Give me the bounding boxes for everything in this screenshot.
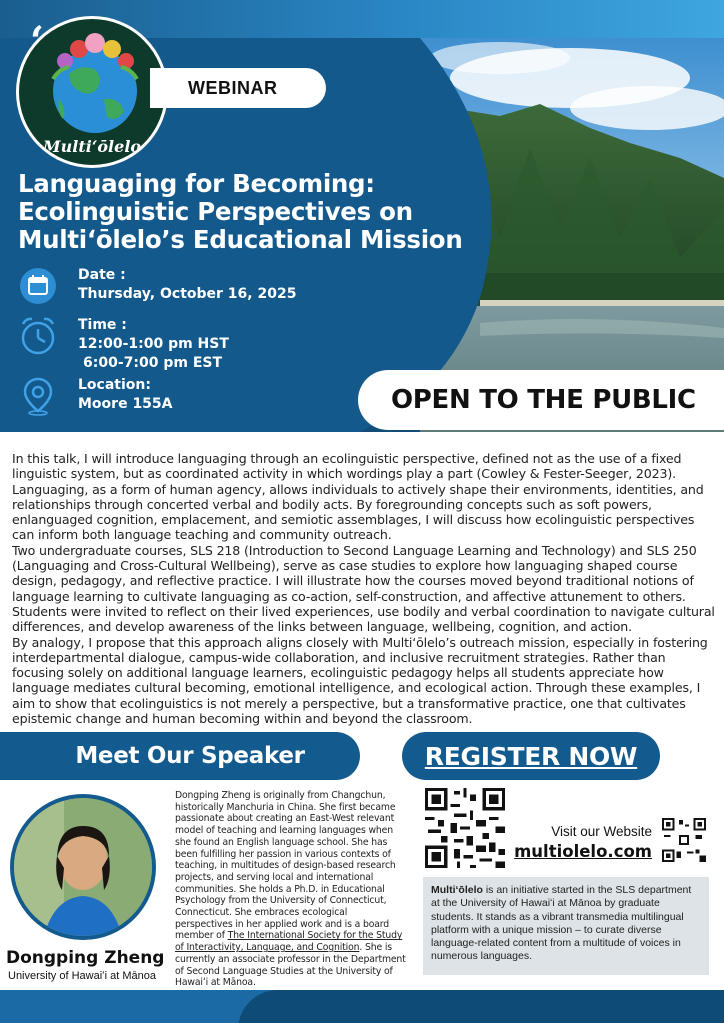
event-title: Languaging for Becoming: Ecolinguistic Perspectives on Multiʻōlelo’s Educational Mission [18, 169, 463, 254]
abstract-paragraph: Two undergraduate courses, SLS 218 (Introduction to Second Language Learning and Technology) and SLS 250 (Languaging and Cross-Cultural Wellbeing), serve as case studies to explore how languaging shaped course design, pedagogy, and reflective practice. I will illustrate how the courses moved beyond traditional notions of language learning to cultivate languaging as co-action, self-construction, and affective attunement to others. Students were invited to reflect on their lived experiences, use bodily and verbal coordination to navigate cultural differences, and develop awareness of the links between language, wellbeing, cognition, and action. [12, 542, 715, 635]
bio-text-end: . She is currently an associate professor in the Department of Second Language Studies at the University of Hawaiʻi at Mānoa. [175, 942, 406, 989]
logo-wordmark: Multiʻōlelo [42, 137, 142, 156]
location-row [18, 376, 173, 416]
abstract-text [12, 451, 716, 726]
time-est: 6:00-7:00 pm EST [83, 355, 223, 371]
footer-curve [238, 990, 724, 1023]
speaker-name: Dongping Zheng [6, 948, 165, 968]
date-row [18, 266, 296, 306]
speaker-bio [175, 790, 407, 989]
abstract-paragraph: By analogy, I propose that this approach aligns closely with Multiʻōlelo’s outreach mission, especially in fostering interdepartmental dialogue, campus-wide collaboration, and inclusive recruitment strategies. Rather than focusing solely on additional language learners, ecolinguistic pedagogy helps all students appreciate how language mediates cultural becoming, emotional intelligence, and ecological action. Through these examples, I aim to show that ecolinguistics is not merely a perspective, but a transformative practice, one that cultivates epistemic change and human becoming within and beyond the classroom. [12, 634, 708, 727]
about-multiolelo-box [423, 877, 709, 975]
speaker-affiliation: University of Hawaiʻi at Mānoa [8, 970, 156, 982]
open-to-public-badge: OPEN TO THE PUBLIC [358, 370, 724, 430]
register-now-button[interactable]: REGISTER NOW [402, 732, 660, 780]
time-hst: 12:00-1:00 pm HST [78, 336, 229, 352]
location-label: Location: [78, 377, 151, 393]
footer-band [0, 990, 724, 1023]
qr-code-icon[interactable] [425, 788, 505, 868]
location-pin-icon [18, 376, 58, 416]
about-brand: Multiʻōlelo [431, 884, 483, 896]
calendar-icon [18, 266, 58, 306]
quote-mark: ‘ [30, 18, 44, 65]
visit-website-label: Visit our Website [551, 824, 652, 839]
hero-section [0, 0, 724, 432]
qr-code-icon[interactable] [662, 818, 706, 862]
time-label: Time : [78, 317, 127, 333]
bio-text: Dongping Zheng is originally from Changchun, historically Manchuria in China. She first became passionate about creating an East-West relevant model of teaching and learning languages when she found an English language school. She has been fulfilling her passion in various contexts of teaching, in multitudes of design-based research projects, and serving local and international communities. She holds a Ph.D. in Educational Psychology from the University of Connecticut, Connecticut. She embraces ecological perspectives in her applied work and is a board member of [175, 790, 396, 942]
speaker-photo [10, 794, 156, 940]
webinar-badge: WEBINAR [150, 68, 326, 108]
location-value: Moore 155A [78, 396, 173, 412]
isilc-link[interactable]: The International Society for the Study of Interactivity, Language, and Cognition [175, 930, 403, 954]
speaker-portrait [14, 798, 152, 936]
meet-speaker-header: Meet Our Speaker [0, 732, 360, 780]
date-label: Date : [78, 267, 126, 283]
alarm-clock-icon [18, 316, 58, 356]
website-link[interactable]: multiolelo.com [514, 842, 652, 861]
date-value: Thursday, October 16, 2025 [78, 286, 297, 302]
abstract-paragraph: In this talk, I will introduce languaging through an ecolinguistic perspective, defined not as the use of a fixed linguistic system, but as coordinated activity in which wordings play a part (Cowley & Fester-Seeger, 2023). Languaging, as a form of human agency, allows individuals to actively shape their environments, identities, and relationships through concerted verbal and bodily acts. By foregrounding concepts such as soft powers, enlanguaged cognition, emplacement, and semiotic assemblages, I will discuss how ecolinguistic perspectives can inform both language teaching and community outreach. [12, 451, 704, 543]
about-text: is an initiative started in the SLS department at the University of Hawaiʻi at Mānoa by graduate students. It stands as a vibrant transmedia multilingual platform with a unique mission – to curate diverse language-related content from a multitude of voices in numerous languages. [431, 884, 692, 963]
time-row [18, 316, 229, 373]
